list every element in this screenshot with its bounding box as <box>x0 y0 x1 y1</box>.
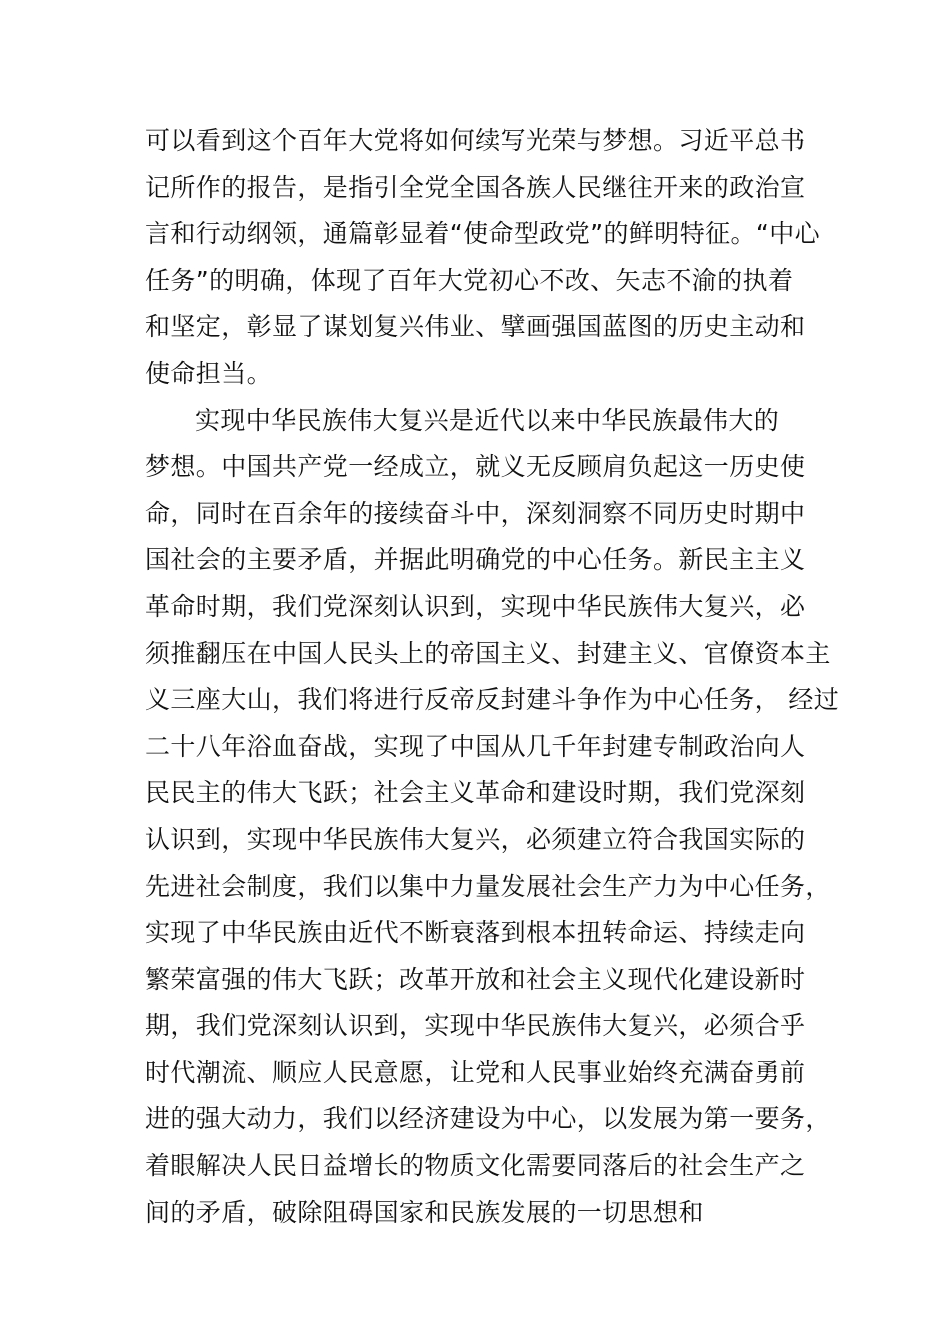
text-line: 实现了中华民族由近代不断衰落到根本扭转命运、持续走向 <box>145 918 806 948</box>
text-line: 使命担当。 <box>145 358 273 388</box>
text-line: 繁荣富强的伟大飞跃；改革开放和社会主义现代化建设新时 <box>145 964 806 994</box>
text-line: 民民主的伟大飞跃；社会主义革命和建设时期，我们党深刻 <box>145 778 806 808</box>
text-line: 时代潮流、顺应人民意愿，让党和人民事业始终充满奋勇前 <box>145 1057 806 1087</box>
text-line: 期，我们党深刻认识到，实现中华民族伟大复兴，必须合乎 <box>145 1011 806 1041</box>
text-line: 先进社会制度，我们以集中力量发展社会生产力为中心任务， <box>145 871 831 901</box>
text-line: 国社会的主要矛盾，并据此明确党的中心任务。新民主主义 <box>145 545 806 575</box>
text-line: 革命时期，我们党深刻认识到，实现中华民族伟大复兴，必 <box>145 591 806 621</box>
text-line: 言和行动纲领，通篇彰显着“使命型政党”的鲜明特征。“中心 <box>145 219 821 249</box>
document-body <box>145 118 840 1236</box>
text-line: 进的强大动力，我们以经济建设为中心，以发展为第一要务， <box>145 1104 831 1134</box>
paragraph-2 <box>145 398 840 1237</box>
text-line: 认识到，实现中华民族伟大复兴，必须建立符合我国实际的 <box>145 824 806 854</box>
text-line: 着眼解决人民日益增长的物质文化需要同落后的社会生产之 <box>145 1151 806 1181</box>
paragraph-1 <box>145 118 825 398</box>
text-line: 可以看到这个百年大党将如何续写光荣与梦想。习近平总书 <box>145 126 806 155</box>
text-line: 任务”的明确，体现了百年大党初心不改、矢志不渝的执着 <box>145 265 794 295</box>
text-line: 须推翻压在中国人民头上的帝国主义、封建主义、官僚资本主 <box>145 638 831 668</box>
text-line: 二十八年浴血奋战，实现了中国从几千年封建专制政治向人 <box>145 731 806 761</box>
text-line: 和坚定，彰显了谋划复兴伟业、擘画强国蓝图的历史主动和 <box>145 312 806 342</box>
text-line: 命，同时在百余年的接续奋斗中，深刻洞察不同历史时期中 <box>145 498 806 528</box>
text-line: 实现中华民族伟大复兴是近代以来中华民族最伟大的 <box>195 405 780 435</box>
text-line: 梦想。中国共产党一经成立，就义无反顾肩负起这一历史使 <box>145 452 806 482</box>
text-line: 间的矛盾，破除阻碍国家和民族发展的一切思想和 <box>145 1197 704 1227</box>
text-line: 记所作的报告，是指引全党全国各族人民继往开来的政治宣 <box>145 172 806 202</box>
text-line: 义三座大山，我们将进行反帝反封建斗争作为中心任务， 经过 <box>145 685 840 715</box>
